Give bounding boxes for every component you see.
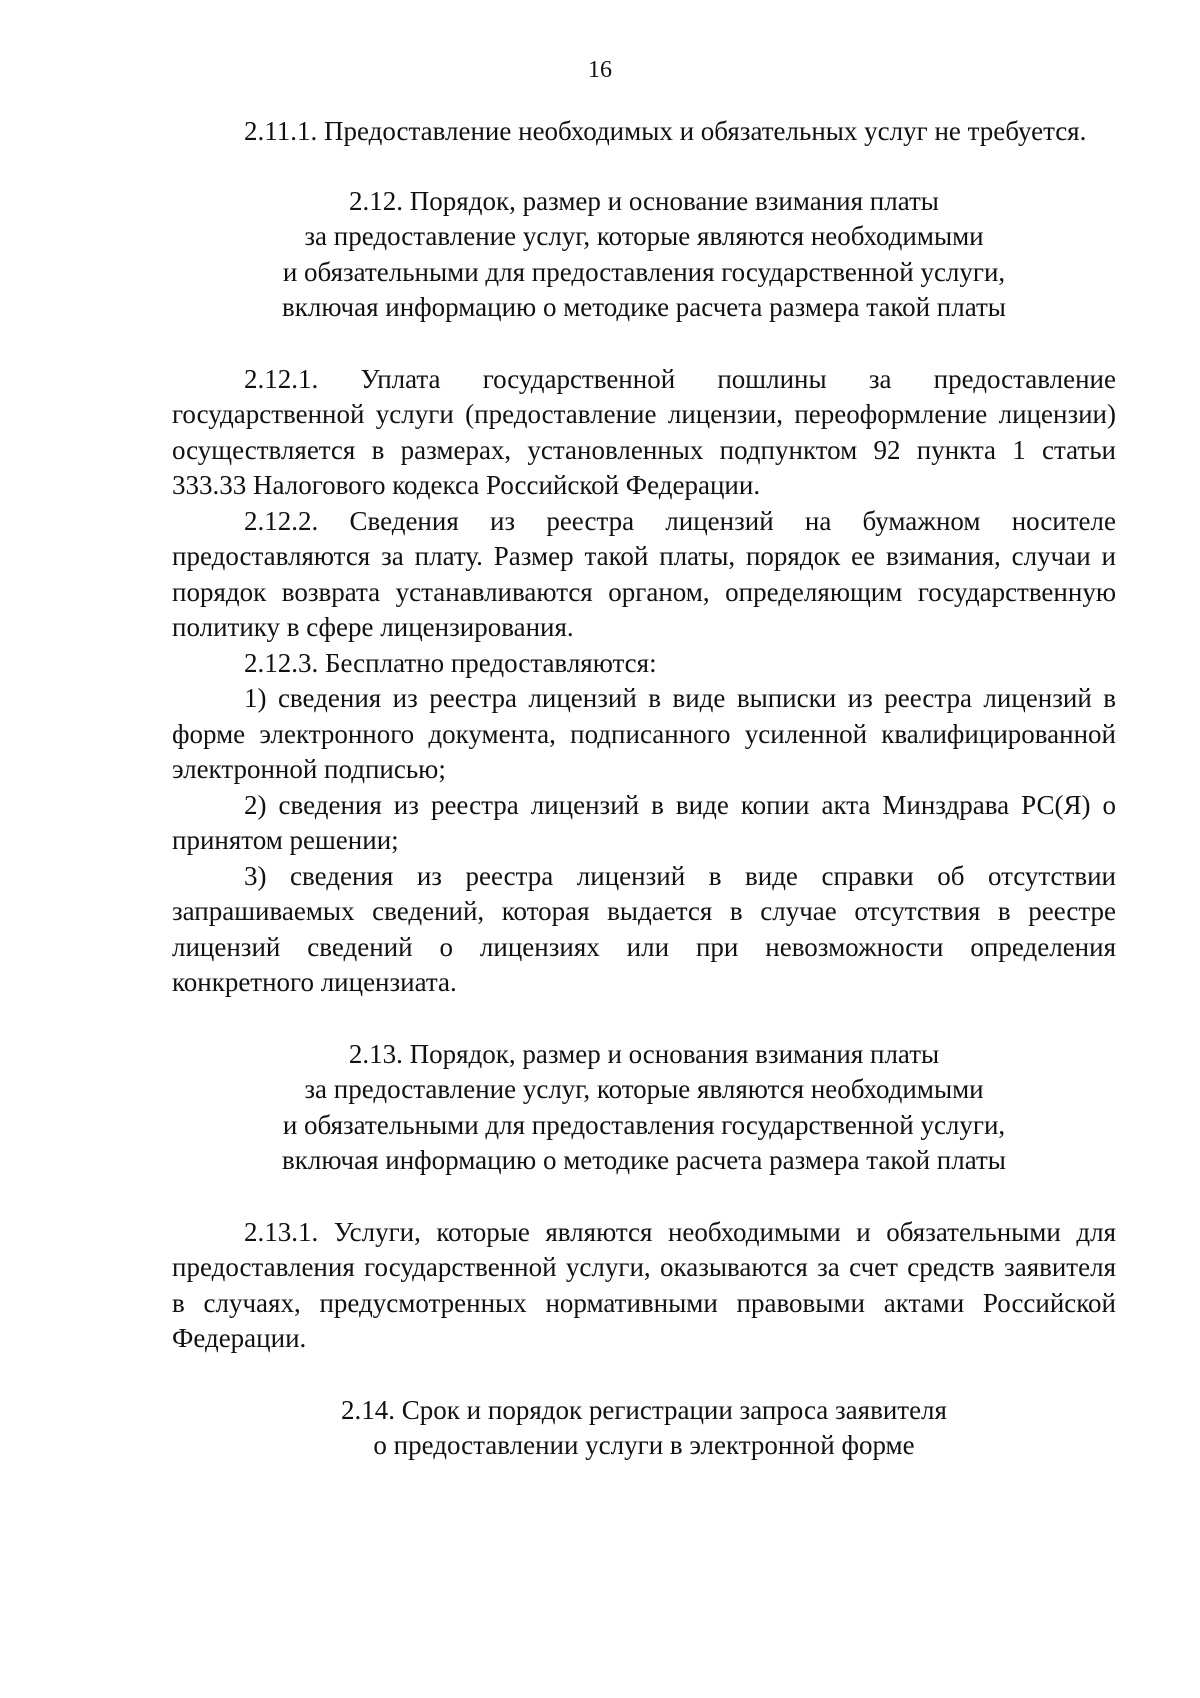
heading-line: 2.13. Порядок, размер и основания взимания платы — [348, 1038, 940, 1069]
spacer — [172, 326, 1116, 362]
heading-line: 2.12. Порядок, размер и основание взимания платы — [349, 185, 939, 216]
paragraph-2-12-2: 2.12.2. Сведения из реестра лицензий на бумажном носителе предоставляются за плату. Размер такой платы, порядок ее взимания, случаи и порядок возврата устанавливаются органом, определяющим государственную политику в сфере лицензирования. — [172, 505, 1116, 642]
heading-line: и обязательными для предоставления государственной услуги, — [282, 1109, 1006, 1140]
document-body — [172, 114, 1116, 1464]
section-heading-2-13 — [172, 1037, 1116, 1179]
list-item-2: 2) сведения из реестра лицензий в виде копии акта Минздрава РС(Я) о принятом решении; — [172, 789, 1116, 855]
list-item-3: 3) сведения из реестра лицензий в виде справки об отсутствии запрашиваемых сведений, которая выдается в случае отсутствия в реестре лицензий сведений о лицензиях или при невозможности определения конкретного лицензиата. — [172, 860, 1116, 997]
heading-line: 2.14. Срок и порядок регистрации запроса заявителя — [341, 1394, 947, 1425]
heading-line: о предоставлении услуги в электронной форме — [373, 1430, 915, 1460]
spacer — [172, 150, 1116, 184]
heading-line: и обязательными для предоставления государственной услуги, — [282, 256, 1006, 287]
spacer — [172, 1001, 1116, 1037]
spacer — [172, 1357, 1116, 1393]
list-item-1: 1) сведения из реестра лицензий в виде выписки из реестра лицензий в форме электронного документа, подписанного усиленной квалифицированной электронной подписью; — [172, 683, 1116, 784]
paragraph-2-12-1: 2.12.1. Уплата государственной пошлины за предоставление государственной услуги (предоставление лицензии, переоформление лицензии) осуществляется в размерах, установленных подпунктом 92 пункта 1 статьи 333.33 Налогового кодекса Российской Федерации. — [172, 363, 1116, 500]
paragraph-2-12-3: 2.12.3. Бесплатно предоставляются: — [244, 647, 657, 678]
heading-line: за предоставление услуг, которые являются необходимыми — [304, 1074, 984, 1104]
page-number: 16 — [588, 57, 612, 83]
heading-line: включая информацию о методике расчета размера такой платы — [282, 1145, 1006, 1175]
paragraph-2-11-1: 2.11.1. Предоставление необходимых и обязательных услуг не требуется. — [244, 116, 1087, 146]
heading-line: включая информацию о методике расчета размера такой платы — [282, 292, 1006, 322]
spacer — [172, 1179, 1116, 1215]
section-heading-2-14 — [172, 1393, 1116, 1464]
section-heading-2-12 — [172, 184, 1116, 326]
paragraph-2-13-1: 2.13.1. Услуги, которые являются необходимыми и обязательными для предоставления государственной услуги, оказываются за счет средств заявителя в случаях, предусмотренных нормативными правовыми актами Российской Федерации. — [172, 1216, 1116, 1353]
heading-line: за предоставление услуг, которые являются необходимыми — [304, 221, 984, 251]
